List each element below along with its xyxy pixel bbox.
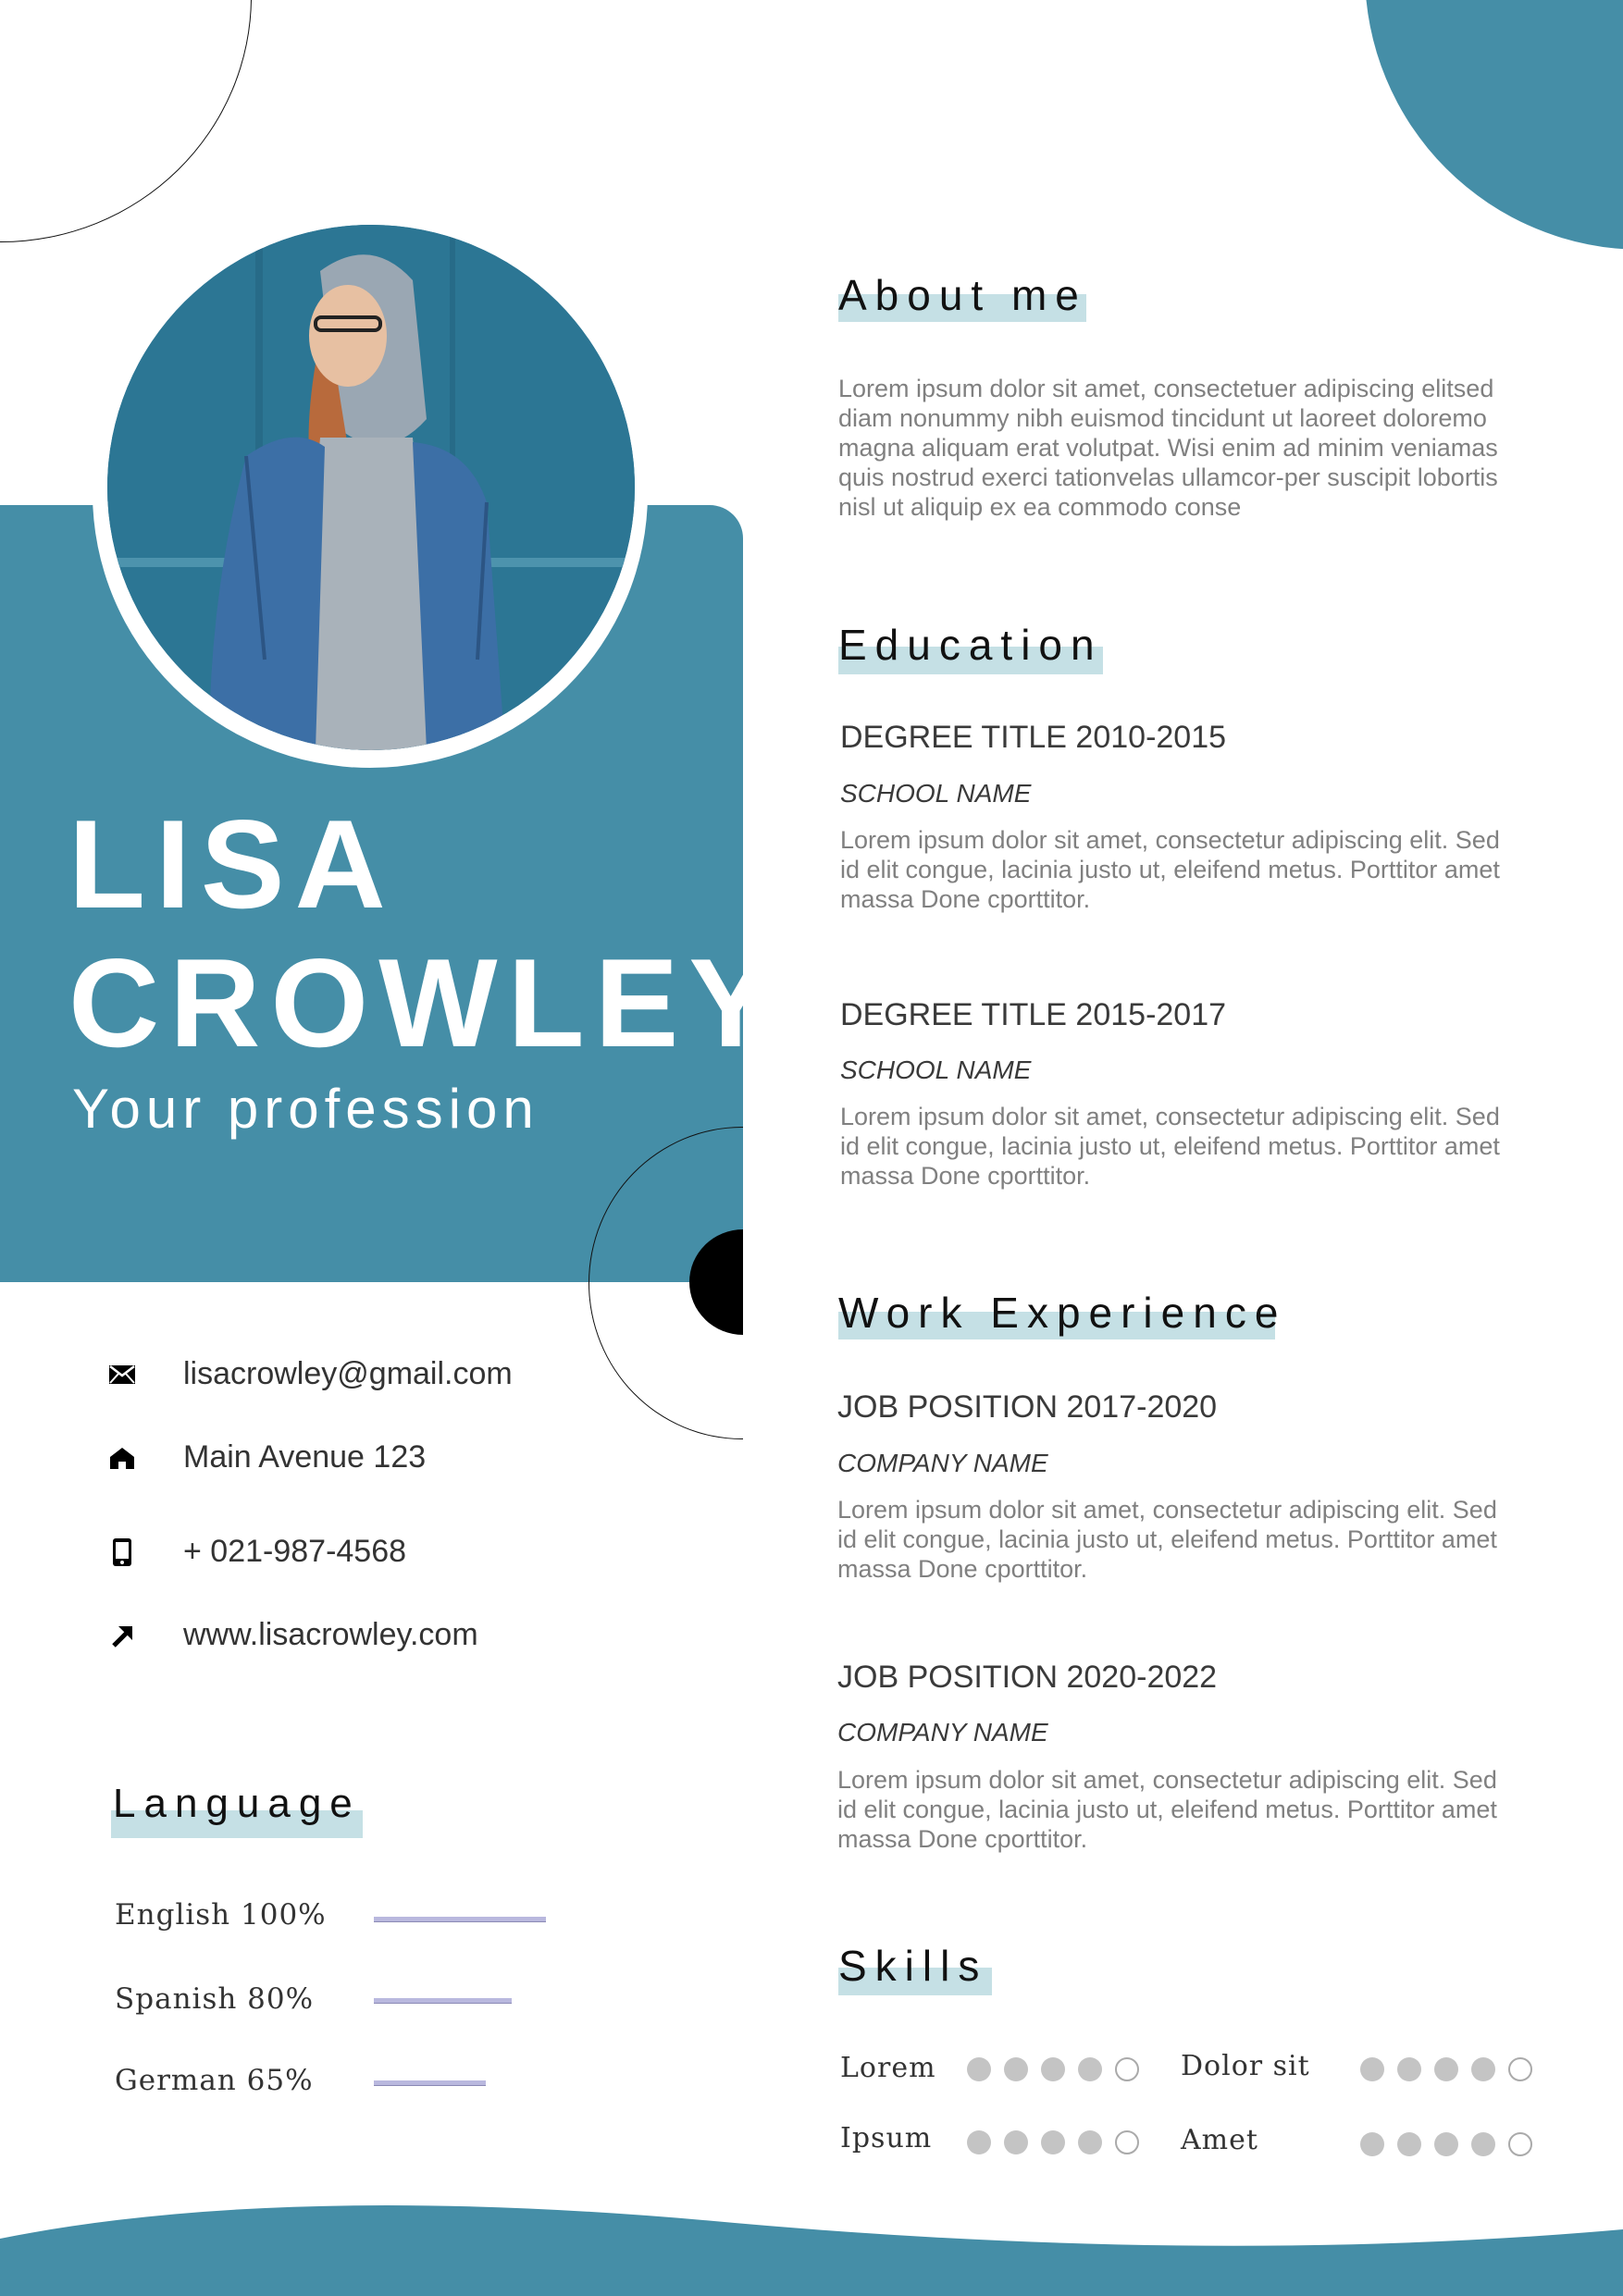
contact-email[interactable] bbox=[105, 1356, 513, 1392]
skill-dot bbox=[1004, 2130, 1028, 2154]
work-entry-company: COMPANY NAME bbox=[837, 1718, 1048, 1747]
website-text: www.lisacrowley.com bbox=[183, 1617, 478, 1652]
about-title: About me bbox=[838, 271, 1087, 319]
skill-dot bbox=[1360, 2132, 1384, 2156]
skill-dot bbox=[1041, 2130, 1065, 2154]
profile-photo bbox=[107, 225, 635, 750]
skill-dot bbox=[967, 2057, 991, 2081]
work-title: Work Experience bbox=[838, 1289, 1287, 1337]
email-text: lisacrowley@gmail.com bbox=[183, 1356, 513, 1391]
work-entry-text: Lorem ipsum dolor sit amet, consectetur adipiscing elit. Sed id elit congue, lacinia justo ut, eleifend metus. Porttitor amet massa Done cporttitor. bbox=[837, 1496, 1497, 1583]
home-icon bbox=[105, 1441, 139, 1475]
skill-dot bbox=[1078, 2130, 1102, 2154]
language-item bbox=[115, 2064, 314, 2097]
language-bar bbox=[374, 1998, 512, 2004]
skill-dot bbox=[1471, 2057, 1495, 2081]
skill-dot bbox=[967, 2130, 991, 2154]
skills-title: Skills bbox=[838, 1942, 988, 1990]
skill-label: Dolor sit bbox=[1181, 2050, 1310, 2082]
work-entry-title: JOB POSITION 2017-2020 bbox=[837, 1389, 1218, 1425]
language-label: Spanish 80% bbox=[115, 1982, 315, 2016]
skill-dot bbox=[1078, 2057, 1102, 2081]
skill-label: Ipsum bbox=[840, 2122, 933, 2154]
top-right-circle-decoration bbox=[1365, 0, 1623, 250]
education-entry-title: DEGREE TITLE 2015-2017 bbox=[840, 997, 1227, 1032]
skill-dot bbox=[1397, 2132, 1421, 2156]
language-bar bbox=[374, 1917, 546, 1922]
contact-phone[interactable] bbox=[105, 1534, 406, 1570]
skill-rating bbox=[1360, 2057, 1532, 2081]
education-entry-text: Lorem ipsum dolor sit amet, consectetur adipiscing elit. Sed id elit congue, lacinia justo ut, eleifend metus. Porttitor amet massa Done cporttitor. bbox=[840, 826, 1500, 913]
skill-rating bbox=[1360, 2132, 1532, 2156]
arrow-link-icon bbox=[105, 1619, 139, 1652]
education-entry-school: SCHOOL NAME bbox=[840, 1055, 1032, 1084]
language-bar bbox=[374, 2080, 486, 2086]
first-name: LISA bbox=[68, 794, 396, 934]
education-title: Education bbox=[838, 621, 1103, 669]
skill-dot bbox=[1508, 2132, 1532, 2156]
language-label: German 65% bbox=[115, 2064, 314, 2097]
skill-rating bbox=[967, 2130, 1139, 2154]
skill-dot bbox=[1360, 2057, 1384, 2081]
work-entry-title: JOB POSITION 2020-2022 bbox=[837, 1660, 1218, 1695]
skill-dot bbox=[1434, 2132, 1458, 2156]
work-entry-text: Lorem ipsum dolor sit amet, consectetur adipiscing elit. Sed id elit congue, lacinia justo ut, eleifend metus. Porttitor amet massa Done cporttitor. bbox=[837, 1766, 1497, 1853]
skill-dot bbox=[1115, 2130, 1139, 2154]
phone-text: + 021-987-4568 bbox=[183, 1534, 407, 1569]
skill-dot bbox=[1041, 2057, 1065, 2081]
profession: Your profession bbox=[72, 1078, 539, 1140]
phone-icon bbox=[105, 1536, 139, 1569]
skill-label: Amet bbox=[1181, 2124, 1258, 2156]
contact-address bbox=[105, 1439, 426, 1475]
person-photo-illustration bbox=[107, 225, 635, 750]
skill-dot bbox=[1004, 2057, 1028, 2081]
skill-dot bbox=[1397, 2057, 1421, 2081]
education-entry-title: DEGREE TITLE 2010-2015 bbox=[840, 720, 1227, 755]
skill-dot bbox=[1434, 2057, 1458, 2081]
last-name: CROWLEY bbox=[68, 932, 784, 1073]
education-entry-school: SCHOOL NAME bbox=[840, 779, 1032, 808]
about-text: Lorem ipsum dolor sit amet, consectetuer adipiscing elitsed diam nonummy nibh euismod tincidunt ut laoreet doloremo magna aliquam erat volutpat. Wisi enim ad minim veniamas quis nostrud exerci tationvelas ullamcor-per suscipit lobortis nisl ut aliquip ex ea commodo conse bbox=[838, 375, 1498, 521]
skill-dot bbox=[1115, 2057, 1139, 2081]
skill-label: Lorem bbox=[840, 2052, 936, 2084]
envelope-icon bbox=[105, 1358, 139, 1391]
footer-wave-decoration bbox=[0, 2192, 1623, 2296]
skill-rating bbox=[967, 2057, 1139, 2081]
contact-website[interactable] bbox=[105, 1617, 478, 1653]
skill-dot bbox=[1508, 2057, 1532, 2081]
language-item bbox=[115, 1982, 314, 2016]
skill-dot bbox=[1471, 2132, 1495, 2156]
education-entry-text: Lorem ipsum dolor sit amet, consectetur adipiscing elit. Sed id elit congue, lacinia justo ut, eleifend metus. Porttitor amet massa Done cporttitor. bbox=[840, 1103, 1500, 1190]
address-text: Main Avenue 123 bbox=[183, 1439, 427, 1475]
top-left-arc-decoration bbox=[0, 0, 252, 242]
language-item bbox=[115, 1898, 327, 1932]
language-label: English 100% bbox=[115, 1898, 327, 1932]
language-title: Language bbox=[113, 1781, 361, 1826]
work-entry-company: COMPANY NAME bbox=[837, 1449, 1048, 1477]
